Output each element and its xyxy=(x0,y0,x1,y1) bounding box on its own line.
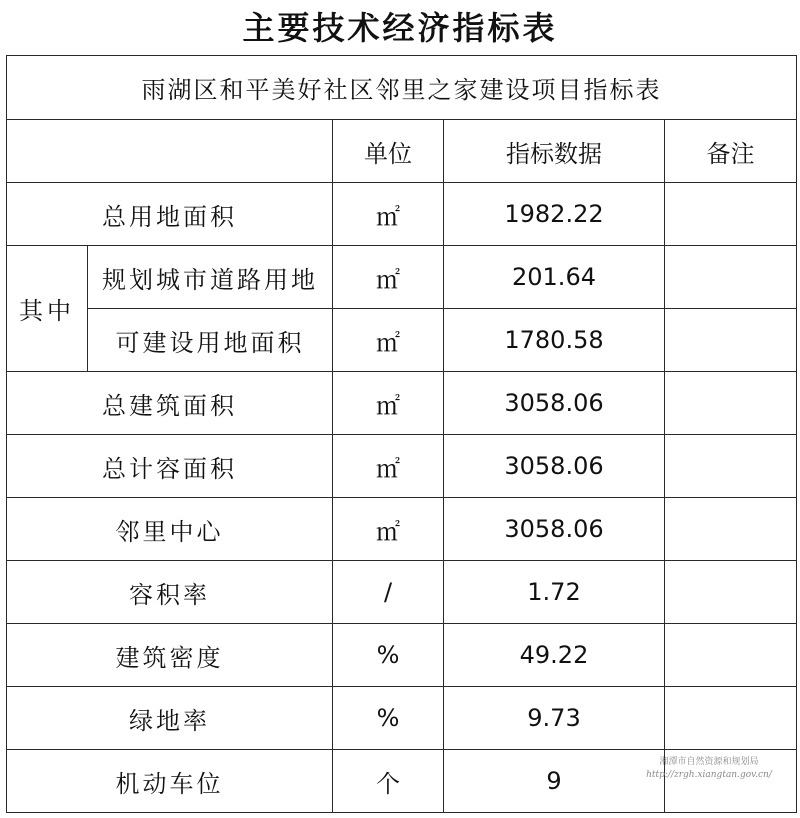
table-row xyxy=(7,246,797,309)
table-header-row xyxy=(7,120,797,183)
row-unit: ㎡ xyxy=(333,372,444,435)
row-note xyxy=(665,498,797,561)
row-unit: 个 xyxy=(333,750,444,813)
row-label: 总用地面积 xyxy=(7,183,333,246)
table-row xyxy=(7,498,797,561)
row-value: 3058.06 xyxy=(444,372,665,435)
table-row xyxy=(7,624,797,687)
row-value: 49.22 xyxy=(444,624,665,687)
table-row xyxy=(7,687,797,750)
row-unit: ㎡ xyxy=(333,435,444,498)
header-item xyxy=(7,120,333,183)
row-label: 绿地率 xyxy=(7,687,333,750)
table-row xyxy=(7,309,797,372)
table-row xyxy=(7,561,797,624)
row-label: 建筑密度 xyxy=(7,624,333,687)
row-note xyxy=(665,309,797,372)
row-unit: % xyxy=(333,687,444,750)
row-note xyxy=(665,372,797,435)
header-value: 指标数据 xyxy=(444,120,665,183)
page-title: 主要技术经济指标表 xyxy=(242,9,558,47)
watermark-url: http://zrgh.xiangtan.gov.cn/ xyxy=(646,770,772,780)
row-unit: ㎡ xyxy=(333,183,444,246)
table-subtitle: 雨湖区和平美好社区邻里之家建设项目指标表 xyxy=(7,56,797,120)
watermark-org-name: 湘潭市自然资源和规划局 xyxy=(659,757,759,767)
row-note xyxy=(665,561,797,624)
row-label: 规划城市道路用地 xyxy=(88,246,333,309)
index-table xyxy=(6,55,797,813)
row-label: 机动车位 xyxy=(7,750,333,813)
row-note xyxy=(665,183,797,246)
watermark xyxy=(634,756,784,782)
row-label: 邻里中心 xyxy=(7,498,333,561)
row-note xyxy=(665,435,797,498)
row-unit: ㎡ xyxy=(333,498,444,561)
row-unit: ㎡ xyxy=(333,309,444,372)
row-value: 3058.06 xyxy=(444,498,665,561)
row-label: 容积率 xyxy=(7,561,333,624)
header-note: 备注 xyxy=(665,120,797,183)
table-row xyxy=(7,435,797,498)
row-value: 201.64 xyxy=(444,246,665,309)
group-label: 其中 xyxy=(7,246,88,372)
table-row xyxy=(7,372,797,435)
row-note xyxy=(665,246,797,309)
row-label: 可建设用地面积 xyxy=(88,309,333,372)
row-unit: % xyxy=(333,624,444,687)
table-row xyxy=(7,183,797,246)
row-value: 1780.58 xyxy=(444,309,665,372)
row-value: 9 xyxy=(444,750,665,813)
row-note xyxy=(665,624,797,687)
table-subtitle-row xyxy=(7,56,797,120)
row-unit: ㎡ xyxy=(333,246,444,309)
row-value: 1982.22 xyxy=(444,183,665,246)
row-unit: / xyxy=(333,561,444,624)
row-value: 1.72 xyxy=(444,561,665,624)
header-unit: 单位 xyxy=(333,120,444,183)
row-note xyxy=(665,687,797,750)
row-label: 总计容面积 xyxy=(7,435,333,498)
row-value: 3058.06 xyxy=(444,435,665,498)
row-label: 总建筑面积 xyxy=(7,372,333,435)
row-value: 9.73 xyxy=(444,687,665,750)
